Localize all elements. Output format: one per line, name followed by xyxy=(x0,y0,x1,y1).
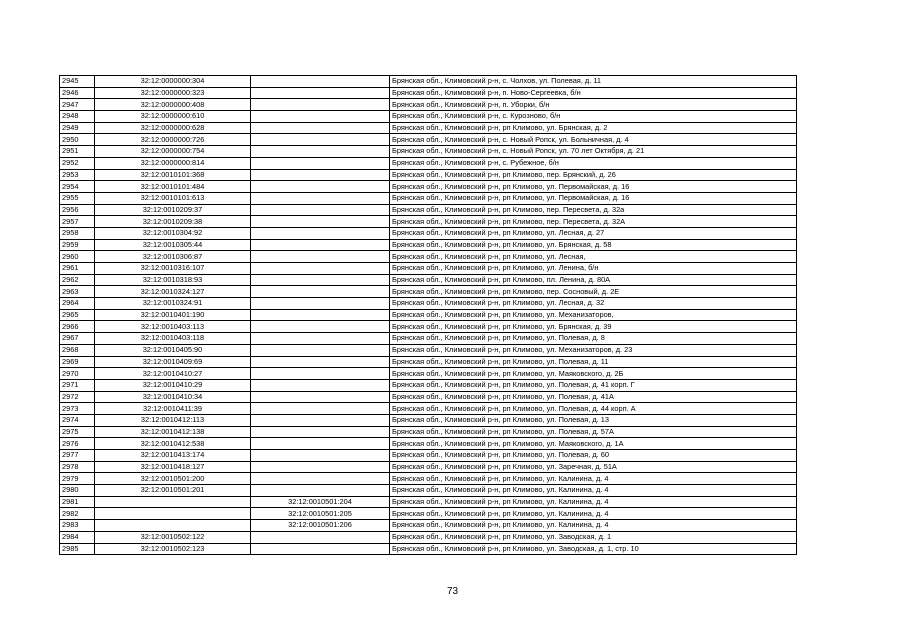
related-cadastral-number-cell xyxy=(251,368,390,380)
related-cadastral-number-cell: 32:12:0010501:204 xyxy=(251,496,390,508)
address-cell: Брянская обл., Климовский р-н, рп Климово, ул. Ленина, б/н xyxy=(390,263,797,275)
related-cadastral-number-cell xyxy=(251,204,390,216)
address-cell: Брянская обл., Климовский р-н, рп Климово, пер. Сосновый, д. 2Е xyxy=(390,286,797,298)
address-cell: Брянская обл., Климовский р-н, рп Климово, ул. Заводская, д. 1 xyxy=(390,531,797,543)
address-cell: Брянская обл., Климовский р-н, рп Климово, ул. Полевая, д. 57А xyxy=(390,426,797,438)
cadastral-number-cell: 32:12:0000000:628 xyxy=(95,122,251,134)
cadastral-number-cell xyxy=(95,508,251,520)
row-number-cell: 2985 xyxy=(60,543,95,555)
cadastral-number-cell: 32:12:0010418:127 xyxy=(95,461,251,473)
row-number-cell: 2961 xyxy=(60,263,95,275)
cadastral-number-cell: 32:12:0000000:610 xyxy=(95,111,251,123)
row-number-cell: 2956 xyxy=(60,204,95,216)
cadastral-number-cell: 32:12:0000000:304 xyxy=(95,76,251,88)
address-cell: Брянская обл., Климовский р-н, п. Уборки, б/н xyxy=(390,99,797,111)
cadastral-number-cell: 32:12:0010101:368 xyxy=(95,169,251,181)
related-cadastral-number-cell xyxy=(251,286,390,298)
page-number: 73 xyxy=(446,586,459,597)
cadastral-number-cell: 32:12:0010401:190 xyxy=(95,309,251,321)
cadastral-number-cell: 32:12:0010405:90 xyxy=(95,344,251,356)
related-cadastral-number-cell xyxy=(251,122,390,134)
related-cadastral-number-cell xyxy=(251,543,390,555)
cadastral-number-cell: 32:12:0010101:613 xyxy=(95,192,251,204)
table-row xyxy=(60,473,797,485)
cadastral-number-cell: 32:12:0000000:408 xyxy=(95,99,251,111)
address-cell: Брянская обл., Климовский р-н, рп Климово, ул. Механизаторов, xyxy=(390,309,797,321)
related-cadastral-number-cell xyxy=(251,485,390,497)
table-row xyxy=(60,227,797,239)
row-number-cell: 2972 xyxy=(60,391,95,403)
row-number-cell: 2973 xyxy=(60,403,95,415)
registry-table xyxy=(59,75,797,555)
address-cell: Брянская обл., Климовский р-н, рп Климово, ул. Заводская, д. 1, стр. 10 xyxy=(390,543,797,555)
cadastral-number-cell: 32:12:0010411:39 xyxy=(95,403,251,415)
table-row xyxy=(60,146,797,158)
cadastral-number-cell xyxy=(95,496,251,508)
address-cell: Брянская обл., Климовский р-н, рп Климово, ул. Брянская, д. 39 xyxy=(390,321,797,333)
address-cell: Брянская обл., Климовский р-н, рп Климово, ул. Калинина, д. 4 xyxy=(390,485,797,497)
related-cadastral-number-cell xyxy=(251,461,390,473)
address-cell: Брянская обл., Климовский р-н, рп Климово, ул. Лесная, д. 32 xyxy=(390,298,797,310)
address-cell: Брянская обл., Климовский р-н, рп Климово, ул. Брянская, д. 2 xyxy=(390,122,797,134)
row-number-cell: 2963 xyxy=(60,286,95,298)
table-row xyxy=(60,461,797,473)
table-row xyxy=(60,333,797,345)
cadastral-number-cell: 32:12:0010412:138 xyxy=(95,426,251,438)
table-row xyxy=(60,344,797,356)
cadastral-number-cell: 32:12:0010101:484 xyxy=(95,181,251,193)
table-row xyxy=(60,286,797,298)
table-row xyxy=(60,99,797,111)
row-number-cell: 2984 xyxy=(60,531,95,543)
address-cell: Брянская обл., Климовский р-н, рп Климово, ул. Калинина, д. 4 xyxy=(390,473,797,485)
row-number-cell: 2960 xyxy=(60,251,95,263)
related-cadastral-number-cell xyxy=(251,239,390,251)
table-row xyxy=(60,87,797,99)
row-number-cell: 2976 xyxy=(60,438,95,450)
row-number-cell: 2948 xyxy=(60,111,95,123)
row-number-cell: 2971 xyxy=(60,379,95,391)
table-row xyxy=(60,356,797,368)
table-row xyxy=(60,111,797,123)
cadastral-number-cell: 32:12:0010324:127 xyxy=(95,286,251,298)
row-number-cell: 2975 xyxy=(60,426,95,438)
related-cadastral-number-cell xyxy=(251,403,390,415)
row-number-cell: 2951 xyxy=(60,146,95,158)
cadastral-number-cell: 32:12:0010502:122 xyxy=(95,531,251,543)
row-number-cell: 2966 xyxy=(60,321,95,333)
table-row xyxy=(60,496,797,508)
table-row xyxy=(60,298,797,310)
row-number-cell: 2968 xyxy=(60,344,95,356)
cadastral-number-cell: 32:12:0010502:123 xyxy=(95,543,251,555)
table-row xyxy=(60,543,797,555)
row-number-cell: 2953 xyxy=(60,169,95,181)
address-cell: Брянская обл., Климовский р-н, с. Новый Ропск, ул. Больничная, д. 4 xyxy=(390,134,797,146)
row-number-cell: 2958 xyxy=(60,227,95,239)
address-cell: Брянская обл., Климовский р-н, рп Климово, ул. Полевая, д. 13 xyxy=(390,414,797,426)
table-row xyxy=(60,181,797,193)
cadastral-number-cell: 32:12:0000000:323 xyxy=(95,87,251,99)
related-cadastral-number-cell xyxy=(251,134,390,146)
address-cell: Брянская обл., Климовский р-н, рп Климово, ул. Полевая, д. 60 xyxy=(390,450,797,462)
row-number-cell: 2980 xyxy=(60,485,95,497)
related-cadastral-number-cell xyxy=(251,169,390,181)
cadastral-number-cell: 32:12:0010318:93 xyxy=(95,274,251,286)
address-cell: Брянская обл., Климовский р-н, рп Климово, ул. Первомайская, д. 16 xyxy=(390,192,797,204)
address-cell: Брянская обл., Климовский р-н, с. Курозново, б/н xyxy=(390,111,797,123)
related-cadastral-number-cell xyxy=(251,414,390,426)
row-number-cell: 2969 xyxy=(60,356,95,368)
cadastral-number-cell: 32:12:0000000:726 xyxy=(95,134,251,146)
address-cell: Брянская обл., Климовский р-н, рп Климово, ул. Брянская, д. 58 xyxy=(390,239,797,251)
cadastral-number-cell: 32:12:0000000:814 xyxy=(95,157,251,169)
row-number-cell: 2970 xyxy=(60,368,95,380)
related-cadastral-number-cell xyxy=(251,274,390,286)
related-cadastral-number-cell xyxy=(251,99,390,111)
address-cell: Брянская обл., Климовский р-н, рп Климово, ул. Первомайская, д. 16 xyxy=(390,181,797,193)
row-number-cell: 2964 xyxy=(60,298,95,310)
related-cadastral-number-cell xyxy=(251,111,390,123)
row-number-cell: 2955 xyxy=(60,192,95,204)
table-row xyxy=(60,76,797,88)
cadastral-number-cell: 32:12:0010209:38 xyxy=(95,216,251,228)
address-cell: Брянская обл., Климовский р-н, рп Климово, ул. Полевая, д. 41А xyxy=(390,391,797,403)
related-cadastral-number-cell xyxy=(251,473,390,485)
cadastral-number-cell: 32:12:0010316:107 xyxy=(95,263,251,275)
table-row xyxy=(60,438,797,450)
cadastral-number-cell: 32:12:0010304:92 xyxy=(95,227,251,239)
cadastral-number-cell: 32:12:0010403:118 xyxy=(95,333,251,345)
row-number-cell: 2981 xyxy=(60,496,95,508)
related-cadastral-number-cell xyxy=(251,192,390,204)
table-row xyxy=(60,122,797,134)
table-row xyxy=(60,321,797,333)
row-number-cell: 2950 xyxy=(60,134,95,146)
related-cadastral-number-cell xyxy=(251,146,390,158)
table-row xyxy=(60,508,797,520)
cadastral-number-cell: 32:12:0010412:113 xyxy=(95,414,251,426)
registry-table-body xyxy=(60,76,797,555)
row-number-cell: 2967 xyxy=(60,333,95,345)
cadastral-number-cell xyxy=(95,520,251,532)
table-row xyxy=(60,450,797,462)
row-number-cell: 2957 xyxy=(60,216,95,228)
address-cell: Брянская обл., Климовский р-н, рп Климово, ул. Маяковского, д. 2Б xyxy=(390,368,797,380)
cadastral-number-cell: 32:12:0010306:87 xyxy=(95,251,251,263)
cadastral-number-cell: 32:12:0010501:200 xyxy=(95,473,251,485)
address-cell: Брянская обл., Климовский р-н, рп Климово, пер. Брянский, д. 26 xyxy=(390,169,797,181)
related-cadastral-number-cell xyxy=(251,87,390,99)
table-row xyxy=(60,531,797,543)
address-cell: Брянская обл., Климовский р-н, рп Климово, ул. Калинина, д. 4 xyxy=(390,508,797,520)
address-cell: Брянская обл., Климовский р-н, рп Климово, пер. Пересвета, д. 32А xyxy=(390,216,797,228)
related-cadastral-number-cell xyxy=(251,438,390,450)
row-number-cell: 2947 xyxy=(60,99,95,111)
address-cell: Брянская обл., Климовский р-н, рп Климово, пер. Пересвета, д. 32а xyxy=(390,204,797,216)
related-cadastral-number-cell xyxy=(251,76,390,88)
table-row xyxy=(60,379,797,391)
address-cell: Брянская обл., Климовский р-н, рп Климово, ул. Заречная, д. 51А xyxy=(390,461,797,473)
cadastral-number-cell: 32:12:0010413:174 xyxy=(95,450,251,462)
related-cadastral-number-cell: 32:12:0010501:206 xyxy=(251,520,390,532)
related-cadastral-number-cell xyxy=(251,251,390,263)
table-row xyxy=(60,520,797,532)
address-cell: Брянская обл., Климовский р-н, с. Новый Ропск, ул. 70 лет Октября, д. 21 xyxy=(390,146,797,158)
related-cadastral-number-cell xyxy=(251,391,390,403)
related-cadastral-number-cell xyxy=(251,356,390,368)
row-number-cell: 2962 xyxy=(60,274,95,286)
address-cell: Брянская обл., Климовский р-н, рп Климово, ул. Лесная, xyxy=(390,251,797,263)
table-row xyxy=(60,239,797,251)
table-row xyxy=(60,204,797,216)
address-cell: Брянская обл., Климовский р-н, рп Климово, ул. Полевая, д. 11 xyxy=(390,356,797,368)
cadastral-number-cell: 32:12:0010410:34 xyxy=(95,391,251,403)
table-row xyxy=(60,134,797,146)
table-row xyxy=(60,414,797,426)
table-row xyxy=(60,274,797,286)
address-cell: Брянская обл., Климовский р-н, п. Ново-Сергеевка, б/н xyxy=(390,87,797,99)
row-number-cell: 2954 xyxy=(60,181,95,193)
table-row xyxy=(60,309,797,321)
row-number-cell: 2952 xyxy=(60,157,95,169)
cadastral-number-cell: 32:12:0000000:754 xyxy=(95,146,251,158)
related-cadastral-number-cell xyxy=(251,344,390,356)
row-number-cell: 2965 xyxy=(60,309,95,321)
address-cell: Брянская обл., Климовский р-н, рп Климово, ул. Механизаторов, д. 23 xyxy=(390,344,797,356)
cadastral-number-cell: 32:12:0010403:113 xyxy=(95,321,251,333)
row-number-cell: 2959 xyxy=(60,239,95,251)
address-cell: Брянская обл., Климовский р-н, рп Климово, ул. Полевая, д. 44 корп. А xyxy=(390,403,797,415)
row-number-cell: 2979 xyxy=(60,473,95,485)
row-number-cell: 2945 xyxy=(60,76,95,88)
related-cadastral-number-cell: 32:12:0010501:205 xyxy=(251,508,390,520)
address-cell: Брянская обл., Климовский р-н, рп Климово, ул. Маяковского, д. 1А xyxy=(390,438,797,450)
row-number-cell: 2978 xyxy=(60,461,95,473)
address-cell: Брянская обл., Климовский р-н, с. Рубежное, б/н xyxy=(390,157,797,169)
related-cadastral-number-cell xyxy=(251,333,390,345)
table-row xyxy=(60,403,797,415)
address-cell: Брянская обл., Климовский р-н, рп Климово, ул. Калинина, д. 4 xyxy=(390,520,797,532)
cadastral-number-cell: 32:12:0010409:69 xyxy=(95,356,251,368)
cadastral-number-cell: 32:12:0010410:27 xyxy=(95,368,251,380)
cadastral-number-cell: 32:12:0010412:538 xyxy=(95,438,251,450)
address-cell: Брянская обл., Климовский р-н, с. Чолхов, ул. Полевая, д. 11 xyxy=(390,76,797,88)
row-number-cell: 2949 xyxy=(60,122,95,134)
row-number-cell: 2977 xyxy=(60,450,95,462)
cadastral-number-cell: 32:12:0010305:44 xyxy=(95,239,251,251)
related-cadastral-number-cell xyxy=(251,157,390,169)
table-row xyxy=(60,157,797,169)
row-number-cell: 2946 xyxy=(60,87,95,99)
related-cadastral-number-cell xyxy=(251,263,390,275)
related-cadastral-number-cell xyxy=(251,426,390,438)
cadastral-number-cell: 32:12:0010410:29 xyxy=(95,379,251,391)
cadastral-number-cell: 32:12:0010324:91 xyxy=(95,298,251,310)
row-number-cell: 2983 xyxy=(60,520,95,532)
row-number-cell: 2982 xyxy=(60,508,95,520)
address-cell: Брянская обл., Климовский р-н, рп Климово, ул. Калинина, д. 4 xyxy=(390,496,797,508)
row-number-cell: 2974 xyxy=(60,414,95,426)
related-cadastral-number-cell xyxy=(251,450,390,462)
address-cell: Брянская обл., Климовский р-н, рп Климово, ул. Полевая, д. 8 xyxy=(390,333,797,345)
related-cadastral-number-cell xyxy=(251,181,390,193)
address-cell: Брянская обл., Климовский р-н, рп Климово, ул. Лесная, д. 27 xyxy=(390,227,797,239)
table-row xyxy=(60,263,797,275)
table-row xyxy=(60,426,797,438)
related-cadastral-number-cell xyxy=(251,298,390,310)
table-row xyxy=(60,169,797,181)
address-cell: Брянская обл., Климовский р-н, рп Климово, ул. Полевая, д. 41 корп. Г xyxy=(390,379,797,391)
related-cadastral-number-cell xyxy=(251,321,390,333)
table-row xyxy=(60,192,797,204)
cadastral-number-cell: 32:12:0010209:37 xyxy=(95,204,251,216)
related-cadastral-number-cell xyxy=(251,531,390,543)
table-row xyxy=(60,391,797,403)
table-row xyxy=(60,368,797,380)
table-row xyxy=(60,216,797,228)
cadastral-number-cell: 32:12:0010501:201 xyxy=(95,485,251,497)
related-cadastral-number-cell xyxy=(251,227,390,239)
related-cadastral-number-cell xyxy=(251,309,390,321)
related-cadastral-number-cell xyxy=(251,216,390,228)
table-row xyxy=(60,251,797,263)
related-cadastral-number-cell xyxy=(251,379,390,391)
address-cell: Брянская обл., Климовский р-н, рп Климово, пл. Ленина, д. 80А xyxy=(390,274,797,286)
table-row xyxy=(60,485,797,497)
